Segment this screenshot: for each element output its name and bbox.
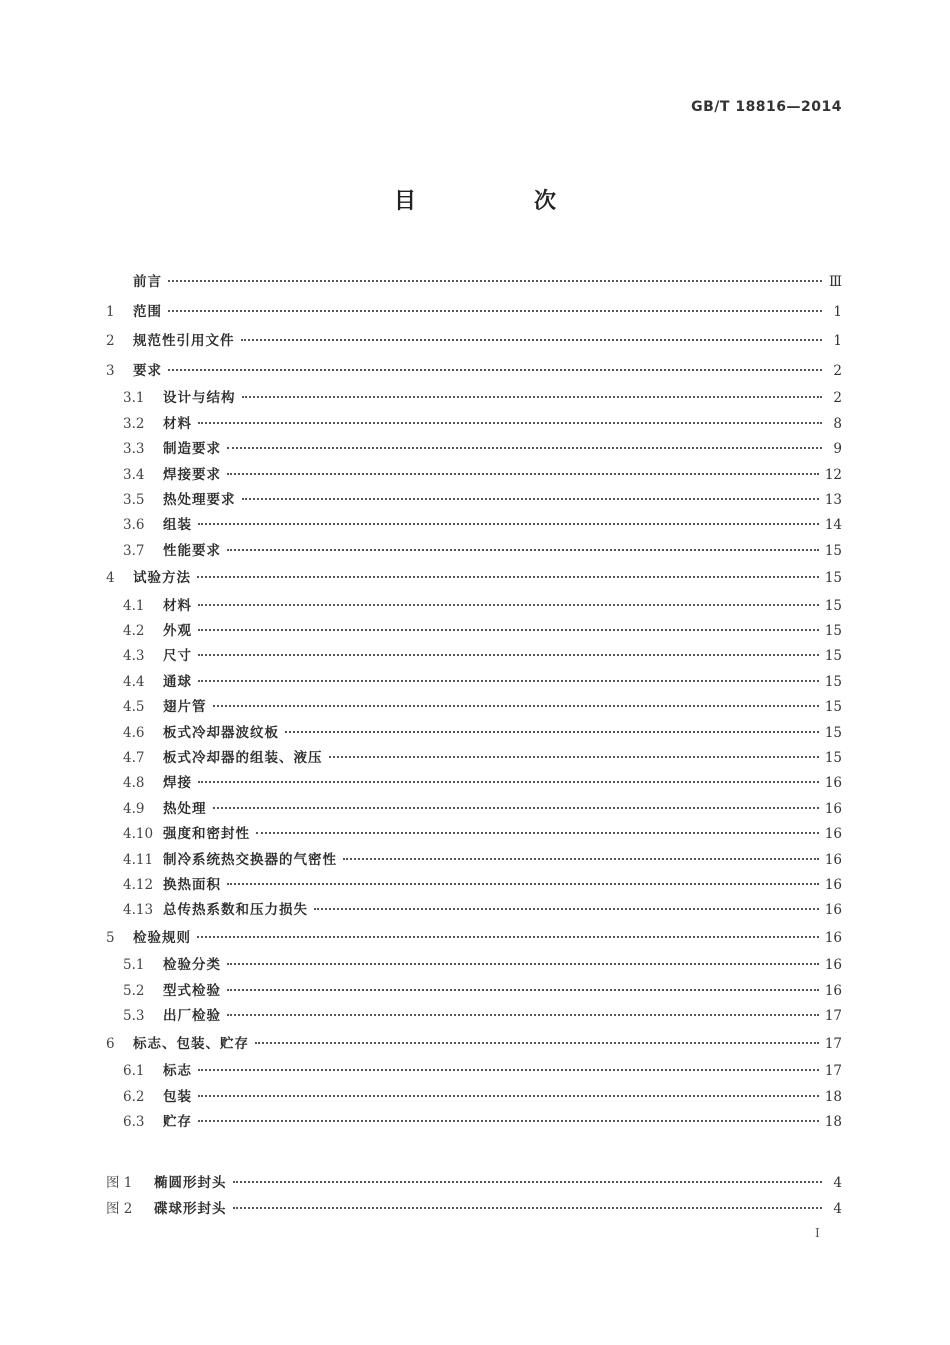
toc-entry [106, 357, 842, 387]
dot-leader [343, 858, 819, 860]
entry-label: 外观 [163, 623, 192, 640]
standard-code: GB/T 18816—2014 [691, 99, 842, 115]
toc-entry [106, 488, 842, 513]
entry-page: 16 [824, 929, 842, 946]
entry-number: 3.5 [123, 491, 145, 508]
entry-label: 板式冷却器的组装、液压 [163, 750, 323, 767]
entry-label: 标志、包装、贮存 [133, 1035, 249, 1052]
dot-leader [213, 807, 819, 809]
entry-label: 组装 [163, 517, 192, 534]
dot-leader [227, 447, 822, 449]
entry-label: 检验规则 [133, 929, 191, 946]
toc-entry [106, 463, 842, 488]
page-title: 目 次 [393, 189, 604, 214]
dot-leader [197, 576, 819, 578]
entry-page: 15 [824, 570, 842, 587]
dot-leader [233, 1207, 823, 1209]
entry-page: 4 [833, 1175, 842, 1191]
entry-label: 椭圆形封头 [154, 1175, 227, 1191]
dot-leader [314, 908, 819, 910]
entry-page: 17 [824, 1063, 842, 1080]
entry-page: 14 [824, 517, 842, 534]
entry-label: 前言 [133, 274, 162, 290]
toc-entry [106, 513, 842, 538]
toc-entry [106, 1196, 842, 1222]
toc-entry [106, 848, 842, 873]
entry-page: 16 [824, 800, 842, 817]
entry-number: 图 2 [106, 1201, 133, 1217]
entry-label: 热处理要求 [163, 491, 236, 508]
toc-entry [106, 1030, 842, 1060]
dot-leader [227, 1014, 819, 1016]
entry-number: 3.1 [123, 390, 145, 407]
entry-number: 5.1 [123, 957, 145, 974]
dot-leader [198, 1095, 819, 1097]
entry-label: 性能要求 [163, 542, 221, 559]
dot-leader [168, 310, 822, 312]
entry-number: 3.4 [123, 466, 145, 483]
entry-number: 3 [106, 362, 115, 379]
entry-number: 6.3 [123, 1113, 145, 1130]
entry-number: 4.12 [123, 877, 154, 893]
entry-page: Ⅲ [828, 274, 842, 290]
entry-page: 9 [833, 441, 842, 458]
entry-page: 2 [833, 362, 842, 379]
entry-page: 17 [824, 1008, 842, 1025]
entry-page: 16 [824, 851, 842, 868]
toc-entry [106, 1170, 842, 1196]
entry-number: 3.6 [123, 517, 145, 534]
dot-leader [227, 989, 819, 991]
toc-entry [106, 822, 842, 847]
dot-leader [198, 1120, 819, 1122]
toc-entry [106, 924, 842, 954]
dot-leader [227, 963, 819, 965]
entry-label: 贮存 [163, 1113, 192, 1130]
entry-page: 15 [824, 699, 842, 716]
toc-entry [106, 1004, 842, 1029]
entry-label: 制造要求 [163, 441, 221, 458]
entry-number: 1 [106, 303, 115, 320]
toc-entry [106, 746, 842, 771]
dot-leader [198, 680, 819, 682]
entry-label: 尺寸 [163, 648, 192, 665]
dot-leader [198, 629, 819, 631]
entry-label: 检验分类 [163, 957, 221, 974]
dot-leader [168, 369, 822, 371]
entry-label: 范围 [133, 303, 162, 320]
entry-page: 1 [833, 333, 842, 350]
entry-page: 16 [824, 957, 842, 974]
entry-page: 8 [833, 415, 842, 432]
entry-label: 标志 [163, 1063, 192, 1080]
entry-number: 图 1 [106, 1175, 133, 1191]
entry-page: 15 [824, 597, 842, 614]
entry-number: 4.7 [123, 750, 145, 767]
entry-number: 2 [106, 333, 115, 350]
entry-number: 5.2 [123, 982, 145, 999]
dot-leader [168, 280, 822, 282]
dot-leader [197, 936, 819, 938]
entry-label: 材料 [163, 415, 192, 432]
dot-leader [255, 1042, 819, 1044]
toc-entry [106, 953, 842, 978]
dot-leader [227, 549, 819, 551]
toc-entry [106, 412, 842, 437]
entry-label: 设计与结构 [163, 390, 236, 407]
entry-number: 4.3 [123, 648, 145, 665]
toc-entry [106, 268, 842, 298]
entry-number: 6 [106, 1035, 115, 1052]
toc-entry [106, 797, 842, 822]
entry-page: 16 [824, 826, 842, 843]
page-number: I [815, 1226, 820, 1240]
entry-number: 3.2 [123, 415, 145, 432]
dot-leader [233, 1181, 823, 1183]
entry-number: 4.6 [123, 724, 145, 741]
entry-page: 18 [824, 1088, 842, 1105]
entry-page: 15 [824, 673, 842, 690]
dot-leader [198, 422, 822, 424]
entry-label: 通球 [163, 673, 192, 690]
entry-page: 15 [824, 750, 842, 767]
toc-entry [106, 721, 842, 746]
entry-number: 3.7 [123, 542, 145, 559]
toc-entry [106, 695, 842, 720]
entry-number: 4.10 [123, 826, 154, 843]
entry-page: 17 [824, 1035, 842, 1052]
toc-entry [106, 898, 842, 923]
entry-label: 制冷系统热交换器的气密性 [163, 851, 337, 868]
entry-label: 出厂检验 [163, 1008, 221, 1025]
toc-entry [106, 1085, 842, 1110]
toc-entry [106, 437, 842, 462]
dot-leader [198, 781, 819, 783]
entry-label: 碟球形封头 [154, 1201, 227, 1217]
toc-entry [106, 594, 842, 619]
entry-label: 型式检验 [163, 982, 221, 999]
entry-page: 4 [833, 1201, 842, 1217]
entry-number: 6.1 [123, 1063, 145, 1080]
entry-page: 15 [824, 648, 842, 665]
entry-number: 4.8 [123, 775, 145, 792]
toc-entry [106, 644, 842, 669]
dot-leader [227, 883, 819, 885]
entry-number: 4.13 [123, 902, 154, 919]
entry-number: 4.4 [123, 673, 145, 690]
toc-entry [106, 873, 842, 898]
entry-number: 5.3 [123, 1008, 145, 1025]
dot-leader [213, 705, 819, 707]
entry-number: 4.2 [123, 623, 145, 640]
entry-page: 15 [824, 623, 842, 640]
toc-entry [106, 539, 842, 564]
dot-leader [256, 832, 819, 834]
entry-label: 材料 [163, 597, 192, 614]
entry-page: 15 [824, 724, 842, 741]
dot-leader [329, 756, 819, 758]
dot-leader [242, 396, 823, 398]
entry-number: 3.3 [123, 441, 145, 458]
entry-number: 4 [106, 570, 115, 587]
dot-leader [198, 604, 819, 606]
dot-leader [227, 473, 819, 475]
entry-label: 板式冷却器波纹板 [163, 724, 279, 741]
entry-label: 要求 [133, 362, 162, 379]
entry-label: 试验方法 [133, 570, 191, 587]
entry-page: 16 [824, 902, 842, 919]
dot-leader [285, 731, 819, 733]
entry-label: 焊接要求 [163, 466, 221, 483]
toc-entry [106, 1110, 842, 1135]
entry-label: 焊接 [163, 775, 192, 792]
toc-entry [106, 386, 842, 411]
entry-page: 1 [833, 303, 842, 320]
entry-number: 4.1 [123, 597, 145, 614]
entry-page: 16 [824, 982, 842, 999]
table-of-contents [106, 268, 842, 1135]
toc-entry [106, 298, 842, 328]
toc-entry [106, 1059, 842, 1084]
entry-number: 4.9 [123, 800, 145, 817]
toc-entry [106, 327, 842, 357]
dot-leader [241, 339, 823, 341]
toc-entry [106, 979, 842, 1004]
toc-entry [106, 564, 842, 594]
entry-page: 12 [824, 466, 842, 483]
entry-page: 13 [824, 491, 842, 508]
entry-number: 6.2 [123, 1088, 145, 1105]
entry-page: 18 [824, 1113, 842, 1130]
entry-page: 2 [833, 390, 842, 407]
dot-leader [198, 654, 819, 656]
entry-number: 4.5 [123, 699, 145, 716]
toc-entry [106, 670, 842, 695]
entry-label: 总传热系数和压力损失 [163, 902, 308, 919]
entry-number: 5 [106, 929, 115, 946]
entry-label: 换热面积 [163, 877, 221, 893]
dot-leader [198, 523, 819, 525]
entry-page: 15 [824, 542, 842, 559]
toc-entry [106, 771, 842, 796]
dot-leader [198, 1069, 819, 1071]
entry-number: 4.11 [123, 851, 154, 868]
entry-label: 包装 [163, 1088, 192, 1105]
entry-page: 16 [824, 775, 842, 792]
entry-label: 翅片管 [163, 699, 207, 716]
entry-label: 规范性引用文件 [133, 333, 235, 350]
entry-label: 热处理 [163, 800, 207, 817]
entry-label: 强度和密封性 [163, 826, 250, 843]
figure-list [106, 1170, 842, 1222]
entry-page: 16 [824, 877, 842, 893]
toc-entry [106, 619, 842, 644]
dot-leader [242, 498, 819, 500]
